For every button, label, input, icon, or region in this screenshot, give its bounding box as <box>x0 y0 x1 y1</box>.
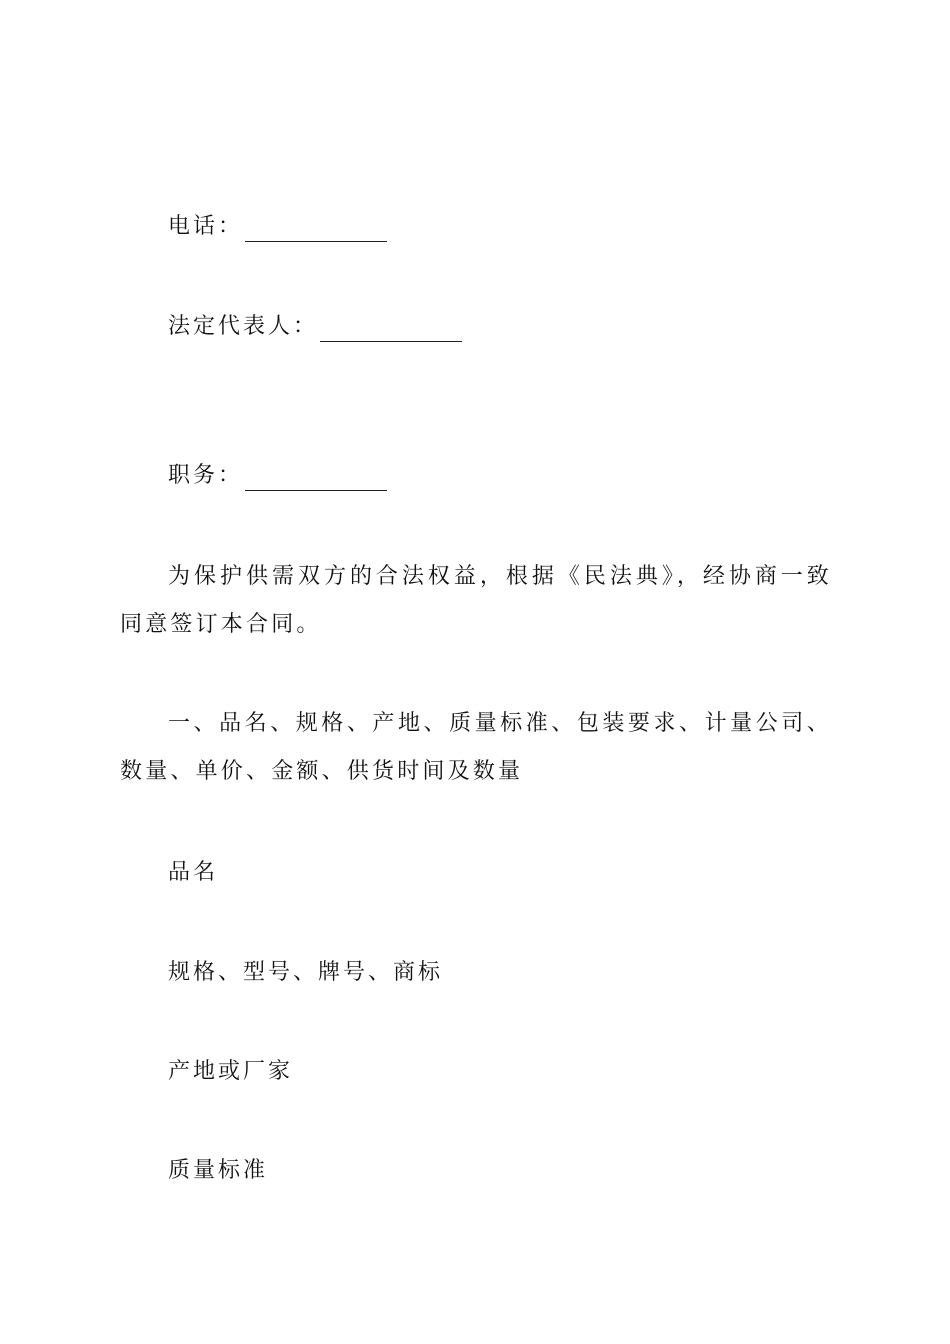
legal-rep-line <box>168 312 462 342</box>
phone-line <box>168 212 387 242</box>
item-quality: 质量标准 <box>168 1158 269 1183</box>
phone-label: 电话： <box>168 214 244 239</box>
position-line <box>168 461 387 491</box>
item-origin: 产地或厂家 <box>168 1059 294 1084</box>
position-label: 职务： <box>168 463 244 488</box>
position-blank <box>245 468 387 491</box>
item-name: 品名 <box>168 860 219 885</box>
section-1-heading: 一、品名、规格、产地、质量标准、包装要求、计量公司、数量、单价、金额、供货时间及数量 <box>120 711 832 784</box>
legal-rep-label: 法定代表人： <box>168 314 319 339</box>
legal-rep-blank <box>320 319 462 342</box>
item-spec: 规格、型号、牌号、商标 <box>168 960 444 985</box>
intro-paragraph: 为保护供需双方的合法权益，根据《民法典》，经协商一致同意签订本合同。 <box>120 564 832 637</box>
phone-blank <box>245 219 387 242</box>
